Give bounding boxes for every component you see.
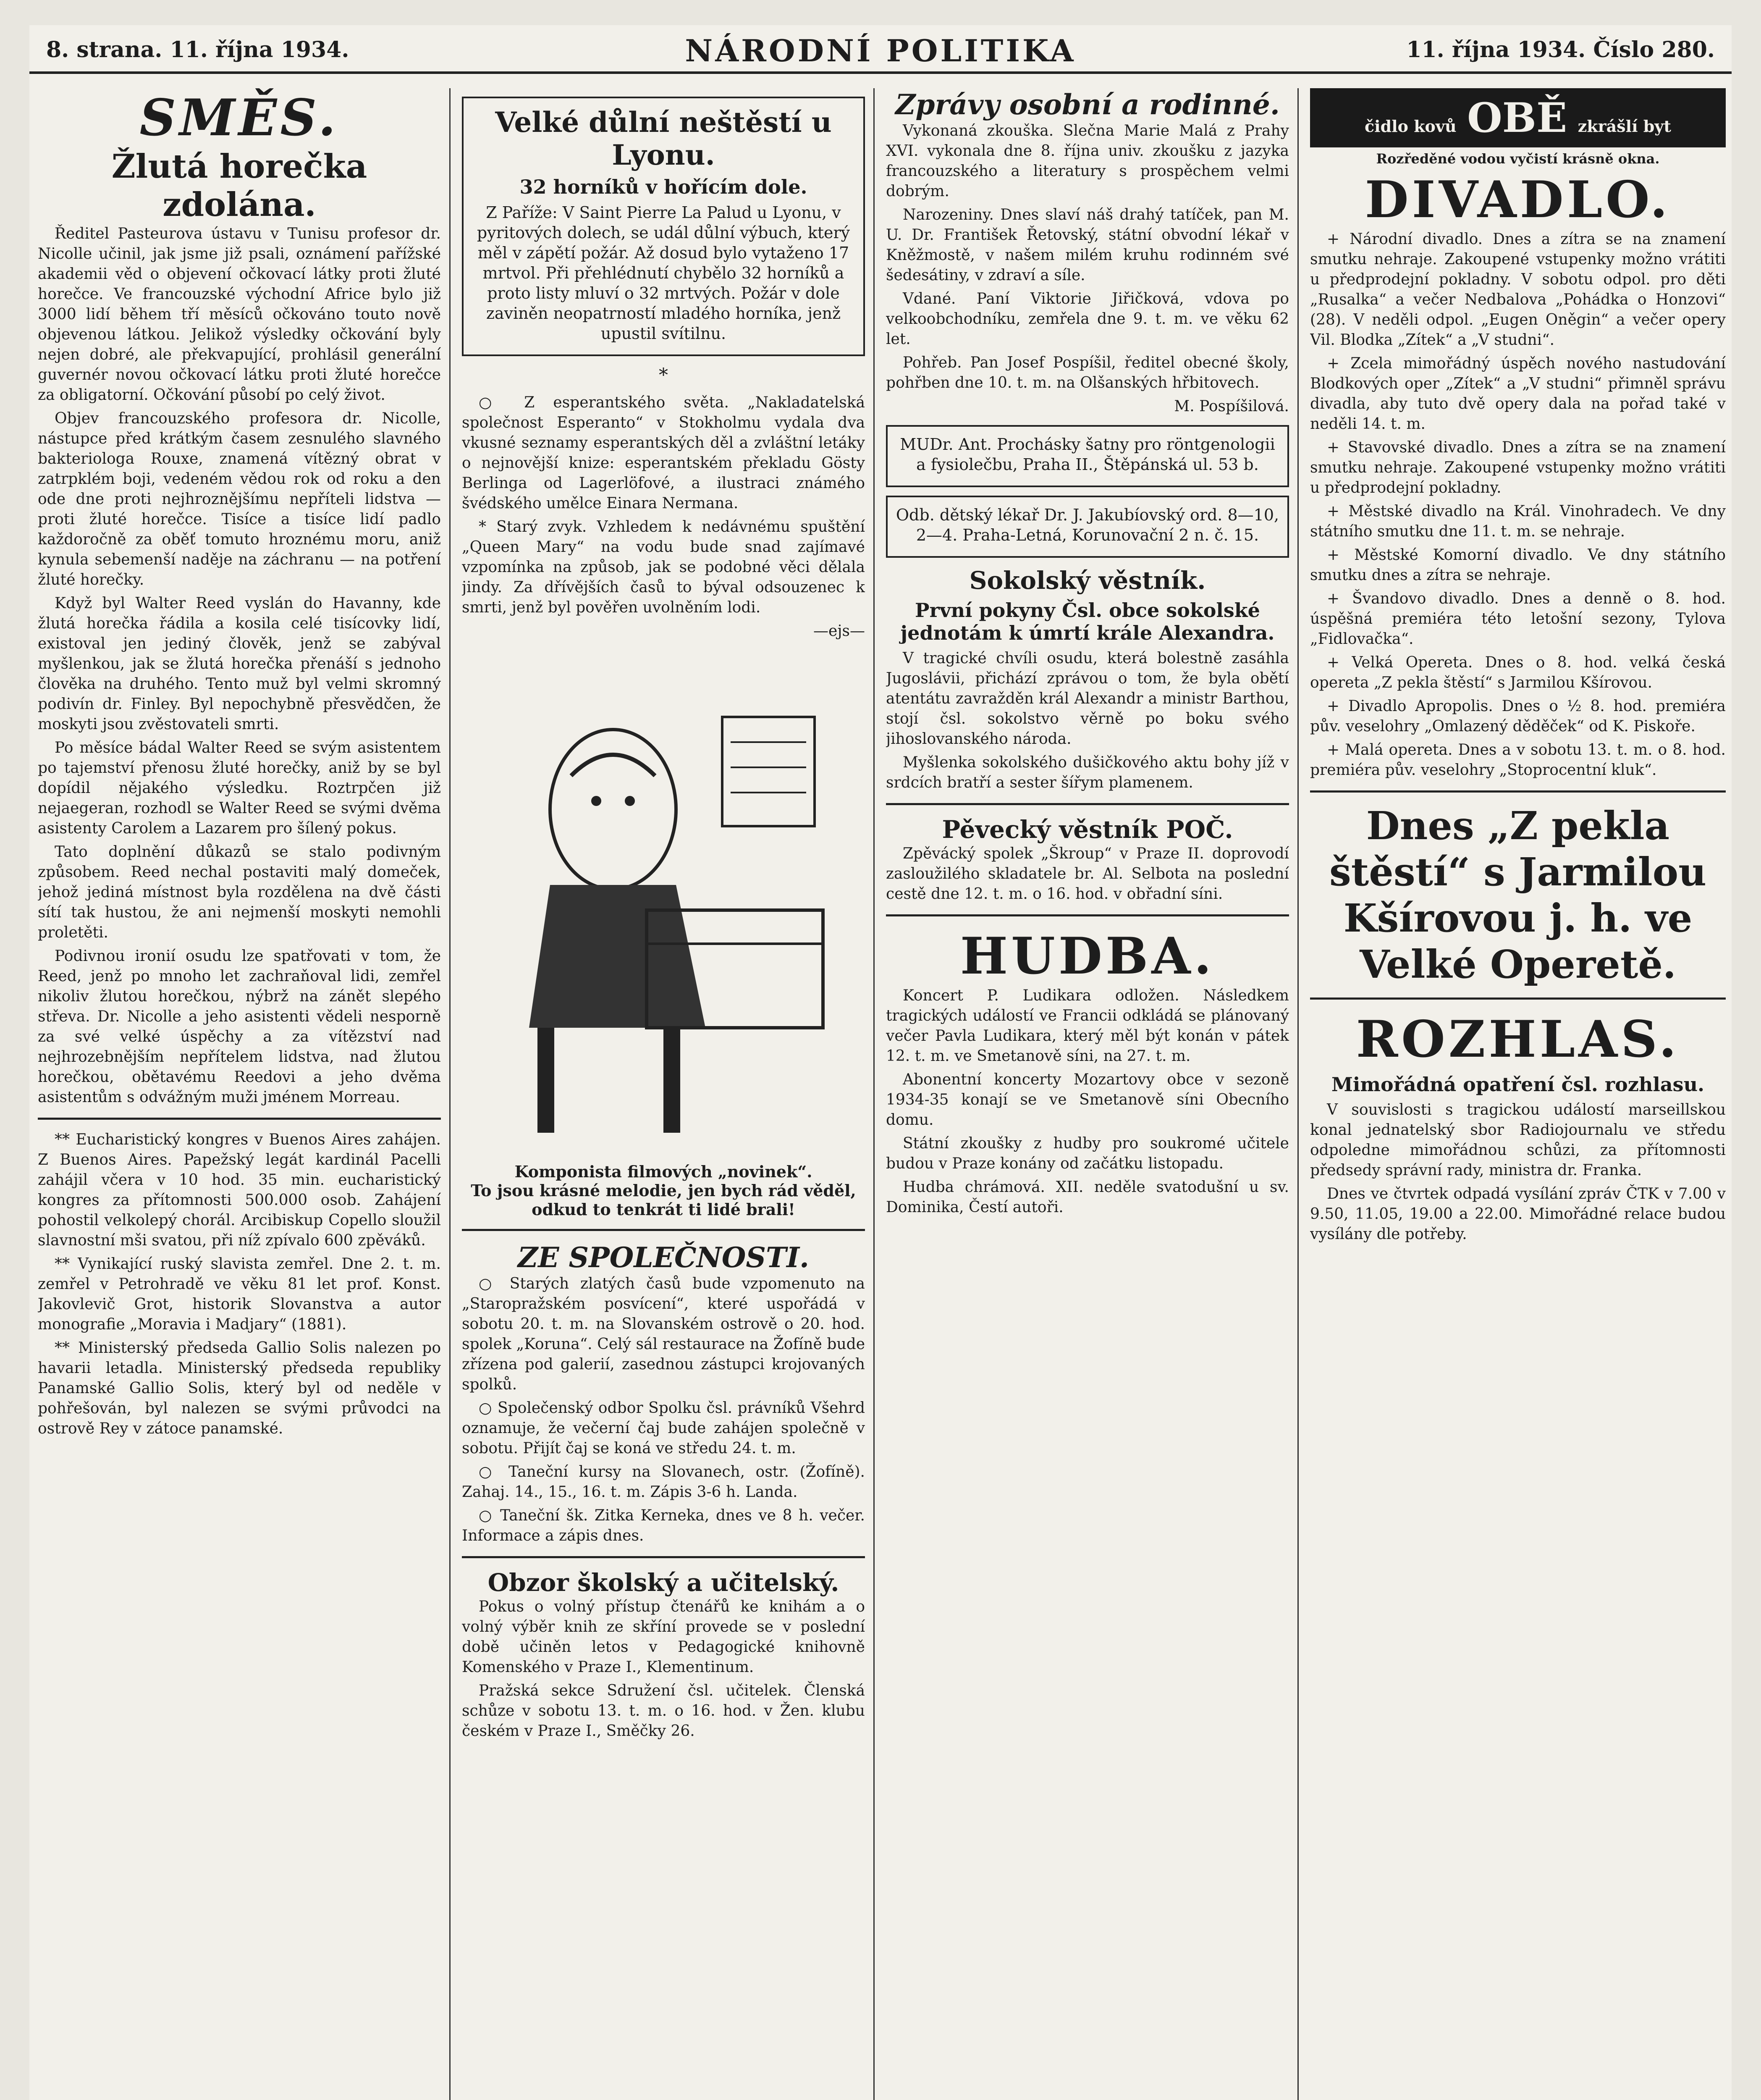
article-paragraph: ○ Taneční kursy na Slovanech, ostr. (Žofíně). Zahaj. 14., 15., 16. t. m. Zápis 3-6 h. Landa. bbox=[462, 1463, 865, 1501]
section-title-choral: Pěvecký věstník POČ. bbox=[942, 815, 1233, 844]
headline-box bbox=[462, 97, 865, 356]
article-paragraph: + Švandovo divadlo. Dnes a denně o 8. hod. úspěšná premiéra této letošní sezony, Tylova „Fidlovačka“. bbox=[1310, 590, 1726, 648]
article-paragraph: + Velká Opereta. Dnes o 8. hod. velká česká opereta „Z pekla štěstí“ s Jarmilou Kšírovou. bbox=[1310, 654, 1726, 691]
article-paragraph: Vdané. Paní Viktorie Jiřičková, vdova po velkoobchodníku, zemřela dne 9. t. m. ve věku 62 let. bbox=[886, 290, 1289, 348]
article-paragraph: ○ Starých zlatých časů bude vzpomenuto na „Staropražském posvícení“, které uspořádá v sobotu 20. t. m. na Slovanském ostrově o 20. hod. spolek „Koruna“. Celý sál restaurace na Žofíně bude zřízena pod galerií, zasednou zástupci krojovaných spolků. bbox=[462, 1275, 865, 1393]
article-paragraph: * Starý zvyk. Vzhledem k nedávnému spuštění „Queen Mary“ na vodu bude snad zajímavé vzpomínka na způsob, jak se podobné věci dělala jindy. Za dřívějších časů to býval odsouzenec k smrti, jenž byl pověřen uvolněním lodi. bbox=[462, 518, 865, 616]
column-divider bbox=[873, 88, 875, 2100]
article-paragraph: Ředitel Pasteurova ústavu v Tunisu profesor dr. Nicolle učinil, jak jsme již psali, oznámení pařížské akademii věd o objevení očkovací látky proti žluté horečce. Ve francouzské východní Africe bylo již 3000 lidí během tří měsíců očkováno touto nově objevenou látkou. Jelikož výsledky očkování byly nejen dobré, ale překvapující, prohlásil generální guvernér novou očkovací látku proti žluté horečce za obligatorní. Očkování působí po celý život. bbox=[38, 225, 441, 404]
signature: M. Pospíšilová. bbox=[1174, 398, 1289, 415]
section-title-radio: ROZHLAS. bbox=[1356, 1010, 1680, 1069]
article-paragraph: Tato doplnění důkazů se stalo podivným způsobem. Reed nechal postaviti malý domeček, jehož jediná místnost byla rozdělena na dvě části sítí tak hustou, že ani nejmenší moskyti nemohli proletěti. bbox=[38, 843, 441, 941]
article-paragraph: + Městské divadlo na Král. Vinohradech. Ve dny státního smutku dne 11. t. m. se nehraje. bbox=[1310, 503, 1726, 540]
advert-footer: Rozředěné vodou vyčistí krásně okna. bbox=[1376, 151, 1660, 167]
article-paragraph: Objev francouzského profesora dr. Nicolle, nástupce před krátkým časem zesnulého slavného bakteriologa Rouxe, znamená vítězný obrat v zatrpklém boji, vedeném vědou rok od roku a den ode dne proti nejhroznějšímu nepříteli lidstva — proti žluté horečce. Tisíce a tisíce lidí padlo každoročně za oběť tomuto hroznému moru, aniž kynula sebemenší naděje na záchranu — na potření žluté horečky. bbox=[38, 410, 441, 588]
section-title-smes: SMĚS. bbox=[139, 88, 339, 147]
column-3 bbox=[886, 88, 1289, 2100]
article-paragraph: + Národní divadlo. Dnes a zítra se na znamení smutku nehraje. Zakoupené vstupenky možno vrátiti u předprodejní pokladny. V sobotu odpol. pro děti „Rusalka“ a večer Nedbalova „Pohádka o Honzovi“ (28). V neděli odpol. „Eugen Oněgin“ a večer opery Vil. Blodka „Zítek“ a „V studni“. bbox=[1310, 231, 1726, 349]
section-title-society: ZE SPOLEČNOSTI. bbox=[518, 1241, 809, 1274]
column-2 bbox=[462, 88, 865, 2100]
article-paragraph: Státní zkoušky z hudby pro soukromé učitele budou v Praze konány od začátku listopadu. bbox=[886, 1135, 1289, 1172]
advert-right-text: zkrášlí byt bbox=[1578, 117, 1671, 136]
article-paragraph: + Divadlo Apropolis. Dnes o ½ 8. hod. premiéra pův. veselohry „Omlazený děděček“ od K. Piskoře. bbox=[1310, 698, 1726, 735]
article-subhead: 32 horníků v hořícím dole. bbox=[519, 176, 807, 198]
article-paragraph: V tragické chvíli osudu, která bolestně zasáhla Jugoslávii, přichází zprávou o tom, že byla obětí atentátu zavražděn král Alexandr a ministr Barthou, stojí čsl. sokolstvo věrně po boku svého jihoslovanského národa. bbox=[886, 650, 1289, 748]
column-1 bbox=[38, 88, 441, 2100]
article-paragraph: Abonentní koncerty Mozartovy obce v sezoně 1934-35 konají se ve Smetanově síni Obecního domu. bbox=[886, 1071, 1289, 1129]
divider bbox=[462, 1229, 865, 1231]
news-item: ** Vynikající ruský slavista zemřel. Dne 2. t. m. zemřel v Petrohradě ve věku 81 let prof. Konst. Jakovlevič Grot, historik Slovanstva a autor monografie „Moravia i Madjary“ (1881). bbox=[38, 1255, 441, 1333]
article-paragraph: Podivnou ironií osudu lze spatřovati v tom, že Reed, jenž po mnoho let zachraňoval lidi, zemřel nikoliv žlutou horečkou, nýbrž na zánět slepého střeva. Dr. Nicolle a jeho asistenti vědeli nesporně za své velké úspěchy a za vítězství nad nejhrozebnějším nepřítelem lidstva, nad žlutou horečkou, obětavému Reedovi a jeho dvěma asistentům s odvážným muži jménem Morreau. bbox=[38, 948, 441, 1106]
article-headline: Žlutá horečka zdolána. bbox=[111, 147, 367, 224]
divider bbox=[886, 803, 1289, 805]
article-paragraph: Hudba chrámová. XII. neděle svatodušní u sv. Dominika, Čestí autoři. bbox=[886, 1179, 1289, 1216]
column-4 bbox=[1310, 88, 1726, 2100]
divider bbox=[38, 1118, 441, 1120]
article-headline: Velké důlní neštěstí u Lyonu. bbox=[495, 106, 832, 171]
column-divider bbox=[449, 88, 451, 2100]
section-title-music: HUDBA. bbox=[960, 927, 1215, 986]
article-paragraph: Pokus o volný přístup čtenářů ke knihám a o volný výběr knih ze skříní provede se v poslední době učiněn letos v Pedagogické knihovně Komenského v Praze I., Klementinum. bbox=[462, 1598, 865, 1676]
article-paragraph: + Malá opereta. Dnes a v sobotu 13. t. m. o 8. hod. premiéra pův. veselohry „Stoprocentní kluk“. bbox=[1310, 741, 1726, 779]
article-paragraph: Když byl Walter Reed vyslán do Havanny, kde žlutá horečka řádila a kosila celé tisícovky lidí, existoval jen jediný člověk, jenž se zabýval myšlenkou, jak se žlutá horečka přenáší s jednoho člověka na druhého. Tento muž byl velmi skromný podivín dr. Finley. Byl nepochybně přesvědčen, že moskyti jsou zvěstovateli smrti. bbox=[38, 595, 441, 733]
news-item: ** Eucharistický kongres v Buenos Aires zahájen. Z Buenos Aires. Papežský legát kardinál Pacelli zahájil včera v 10 hod. 35 min. eucharistický kongres za přítomnosti 500.000 osob. Zahájení pohostil velkolepý chorál. Arcibiskup Copello sloužil slavnostní mši svatou, při níž zpívalo 600 zpěváků. bbox=[38, 1131, 441, 1249]
page-number-date: 8. strana. 11. října 1934. bbox=[46, 37, 349, 63]
article-paragraph: Zpěvácký spolek „Škroup“ v Praze II. doprovodí zasloužilého skladatele br. Al. Selbota na poslední cestě dne 12. t. m. o 16. hod. v obřadní síni. bbox=[886, 845, 1289, 903]
advert-box bbox=[886, 425, 1289, 487]
separator-asterisk: * bbox=[659, 365, 668, 386]
article-paragraph: ○ Taneční šk. Zitka Kerneka, dnes ve 8 h. večer. Informace a zápis dnes. bbox=[462, 1507, 865, 1544]
advert-brand: OBĚ bbox=[1467, 94, 1567, 142]
article-paragraph: + Stavovské divadlo. Dnes a zítra se na znamení smutku nehraje. Zakoupené vstupenky možno vrátiti u předprodejní pokladny. bbox=[1310, 439, 1726, 496]
article-subhead: Mimořádná opatření čsl. rozhlasu. bbox=[1331, 1073, 1705, 1096]
masthead bbox=[29, 25, 1732, 74]
article-paragraph: Pohřeb. Pan Josef Pospíšil, ředitel obecné školy, pohřben dne 10. t. m. na Olšanských hřbitovech. bbox=[886, 354, 1289, 391]
divider bbox=[1310, 998, 1726, 1000]
article-paragraph: Narozeniny. Dnes slaví náš drahý tatíček, pan M. U. Dr. František Řetovský, státní obvodní lékař v Kněžmostě, v našem milém kruhu rodinném své šedesátiny, v zdraví a síle. bbox=[886, 206, 1289, 284]
divider bbox=[886, 914, 1289, 916]
advert-box bbox=[886, 496, 1289, 558]
newspaper-page bbox=[29, 25, 1732, 2100]
signature: —ejs— bbox=[813, 622, 865, 640]
divider bbox=[462, 1556, 865, 1558]
article-paragraph: + Městské Komorní divadlo. Ve dny státního smutku dnes a zítra se nehraje. bbox=[1310, 546, 1726, 584]
section-title-theatre: DIVADLO. bbox=[1365, 170, 1671, 229]
advert-left-text: čidlo kovů bbox=[1365, 117, 1457, 136]
cartoon-illustration bbox=[487, 650, 840, 1154]
issue-date-number: 11. října 1934. Číslo 280. bbox=[1406, 37, 1715, 63]
article-paragraph: + Zcela mimořádný úspěch nového nastudování Blodkových oper „Zítek“ a „V studni“ přimněl správu divadla, aby tuto dvě opery dala na pořad také v neděli 14. t. m. bbox=[1310, 355, 1726, 433]
section-title-personal: Zprávy osobní a rodinné. bbox=[895, 88, 1280, 121]
illustration-caption-text: To jsou krásné melodie, jen bych rád věděl, odkud to tenkrát ti lidé brali! bbox=[471, 1181, 856, 1219]
advert-text: Odb. dětský lékař Dr. J. Jakubíovský ord. 8—10, 2—4. Praha-Letná, Korunovační 2 n. č. 15. bbox=[896, 506, 1279, 544]
article-lead: Z Paříže: V Saint Pierre La Palud u Lyonu, v pyritových dolech, se udál důlní výbuch, který měl v zápětí požár. Až dosud bylo vytaženo 17 mrtvol. Při přehlédnutí chybělo 32 horníků a proto listy mluví o 32 mrtvých. Požár v dole zaviněn neopatrností mladého horníka, jenž upustil svítilnu. bbox=[477, 203, 850, 343]
newspaper-title: NÁRODNÍ POLITIKA bbox=[685, 33, 1076, 68]
article-subhead: První pokyny Čsl. obce sokolské jednotám k úmrtí krále Alexandra. bbox=[900, 599, 1275, 644]
illustration-caption-title: Komponista filmových „novinek“. bbox=[514, 1162, 812, 1181]
section-title-sokol: Sokolský věstník. bbox=[969, 566, 1206, 595]
article-paragraph: Myšlenka sokolského dušičkového aktu bohy jíž v srdcích bratří a sester šířym plamenem. bbox=[886, 754, 1289, 791]
article-paragraph: Dnes ve čtvrtek odpadá vysílání zpráv ČTK v 7.00 v 9.50, 11.05, 19.00 a 22.00. Mimořádné relace budou vysílány dle potřeby. bbox=[1310, 1185, 1726, 1243]
column-divider bbox=[1297, 88, 1299, 2100]
article-paragraph: Koncert P. Ludikara odložen. Následkem tragických událostí ve Francii odkládá se plánovaný večer Pavla Ludikara, který měl být konán v pátek 12. t. m. ve Smetanově síni, na 27. t. m. bbox=[886, 987, 1289, 1065]
divider bbox=[1310, 790, 1726, 793]
article-paragraph: ○ Z esperantského světa. „Nakladatelská společnost Esperanto“ v Stokholmu vydala dva vkusné seznamy esperantských děl a zvláštní letáky o nejnovější knize: esperantském překladu Gösty Berlinga od Lagerlöfové, a ilustraci známého švédského umělce Einara Nermana. bbox=[462, 394, 865, 512]
obe-advert bbox=[1310, 88, 1726, 147]
operetta-banner: Dnes „Z pekla štěstí“ s Jarmilou Kšírovou j. h. ve Velké Operetě. bbox=[1329, 803, 1706, 987]
article-paragraph: Po měsíce bádal Walter Reed se svým asistentem po tajemství přenosu žluté horečky, aniž by se byl dopídil nějakého výsledku. Roztrpčen již nejaegeran, rozhodl se Walter Reed se svými dvěma asistenty Carolem a Lazarem pro šílený pokus. bbox=[38, 739, 441, 837]
news-item: ** Ministerský předseda Gallio Solis nalezen po havarii letadla. Ministerský předseda republiky Panamské Gallio Solis, který byl od neděle v pohřešován, byl nalezen se svými průvodci na ostrově Rey v zátoce panamské. bbox=[38, 1339, 441, 1437]
article-paragraph: V souvislosti s tragickou událostí marseillskou konal jednatelský sbor Radiojournalu ve středu odpoledne mimořádnou schůzi, za přítomnosti předsedy správní rady, ministra dr. Franka. bbox=[1310, 1101, 1726, 1179]
article-paragraph: Vykonaná zkouška. Slečna Marie Malá z Prahy XVI. vykonala dne 8. října univ. zkoušku z jazyka francouzského a literatury s prospěchem velmi dobrým. bbox=[886, 122, 1289, 200]
article-paragraph: ○ Společenský odbor Spolku čsl. právníků Všehrd oznamuje, že večerní čaj bude zahájen společně v sobotu. Přijít čaj se koná ve středu 24. t. m. bbox=[462, 1399, 865, 1457]
section-title-school: Obzor školský a učitelský. bbox=[487, 1568, 839, 1597]
article-paragraph: Pražská sekce Sdružení čsl. učitelek. Členská schůze v sobotu 13. t. m. o 16. hod. v Žen. klubu českém v Praze I., Směčky 26. bbox=[462, 1682, 865, 1740]
advert-text: MUDr. Ant. Prochásky šatny pro röntgenologii a fysiolečbu, Praha II., Štěpánská ul. 53 b. bbox=[900, 435, 1275, 474]
